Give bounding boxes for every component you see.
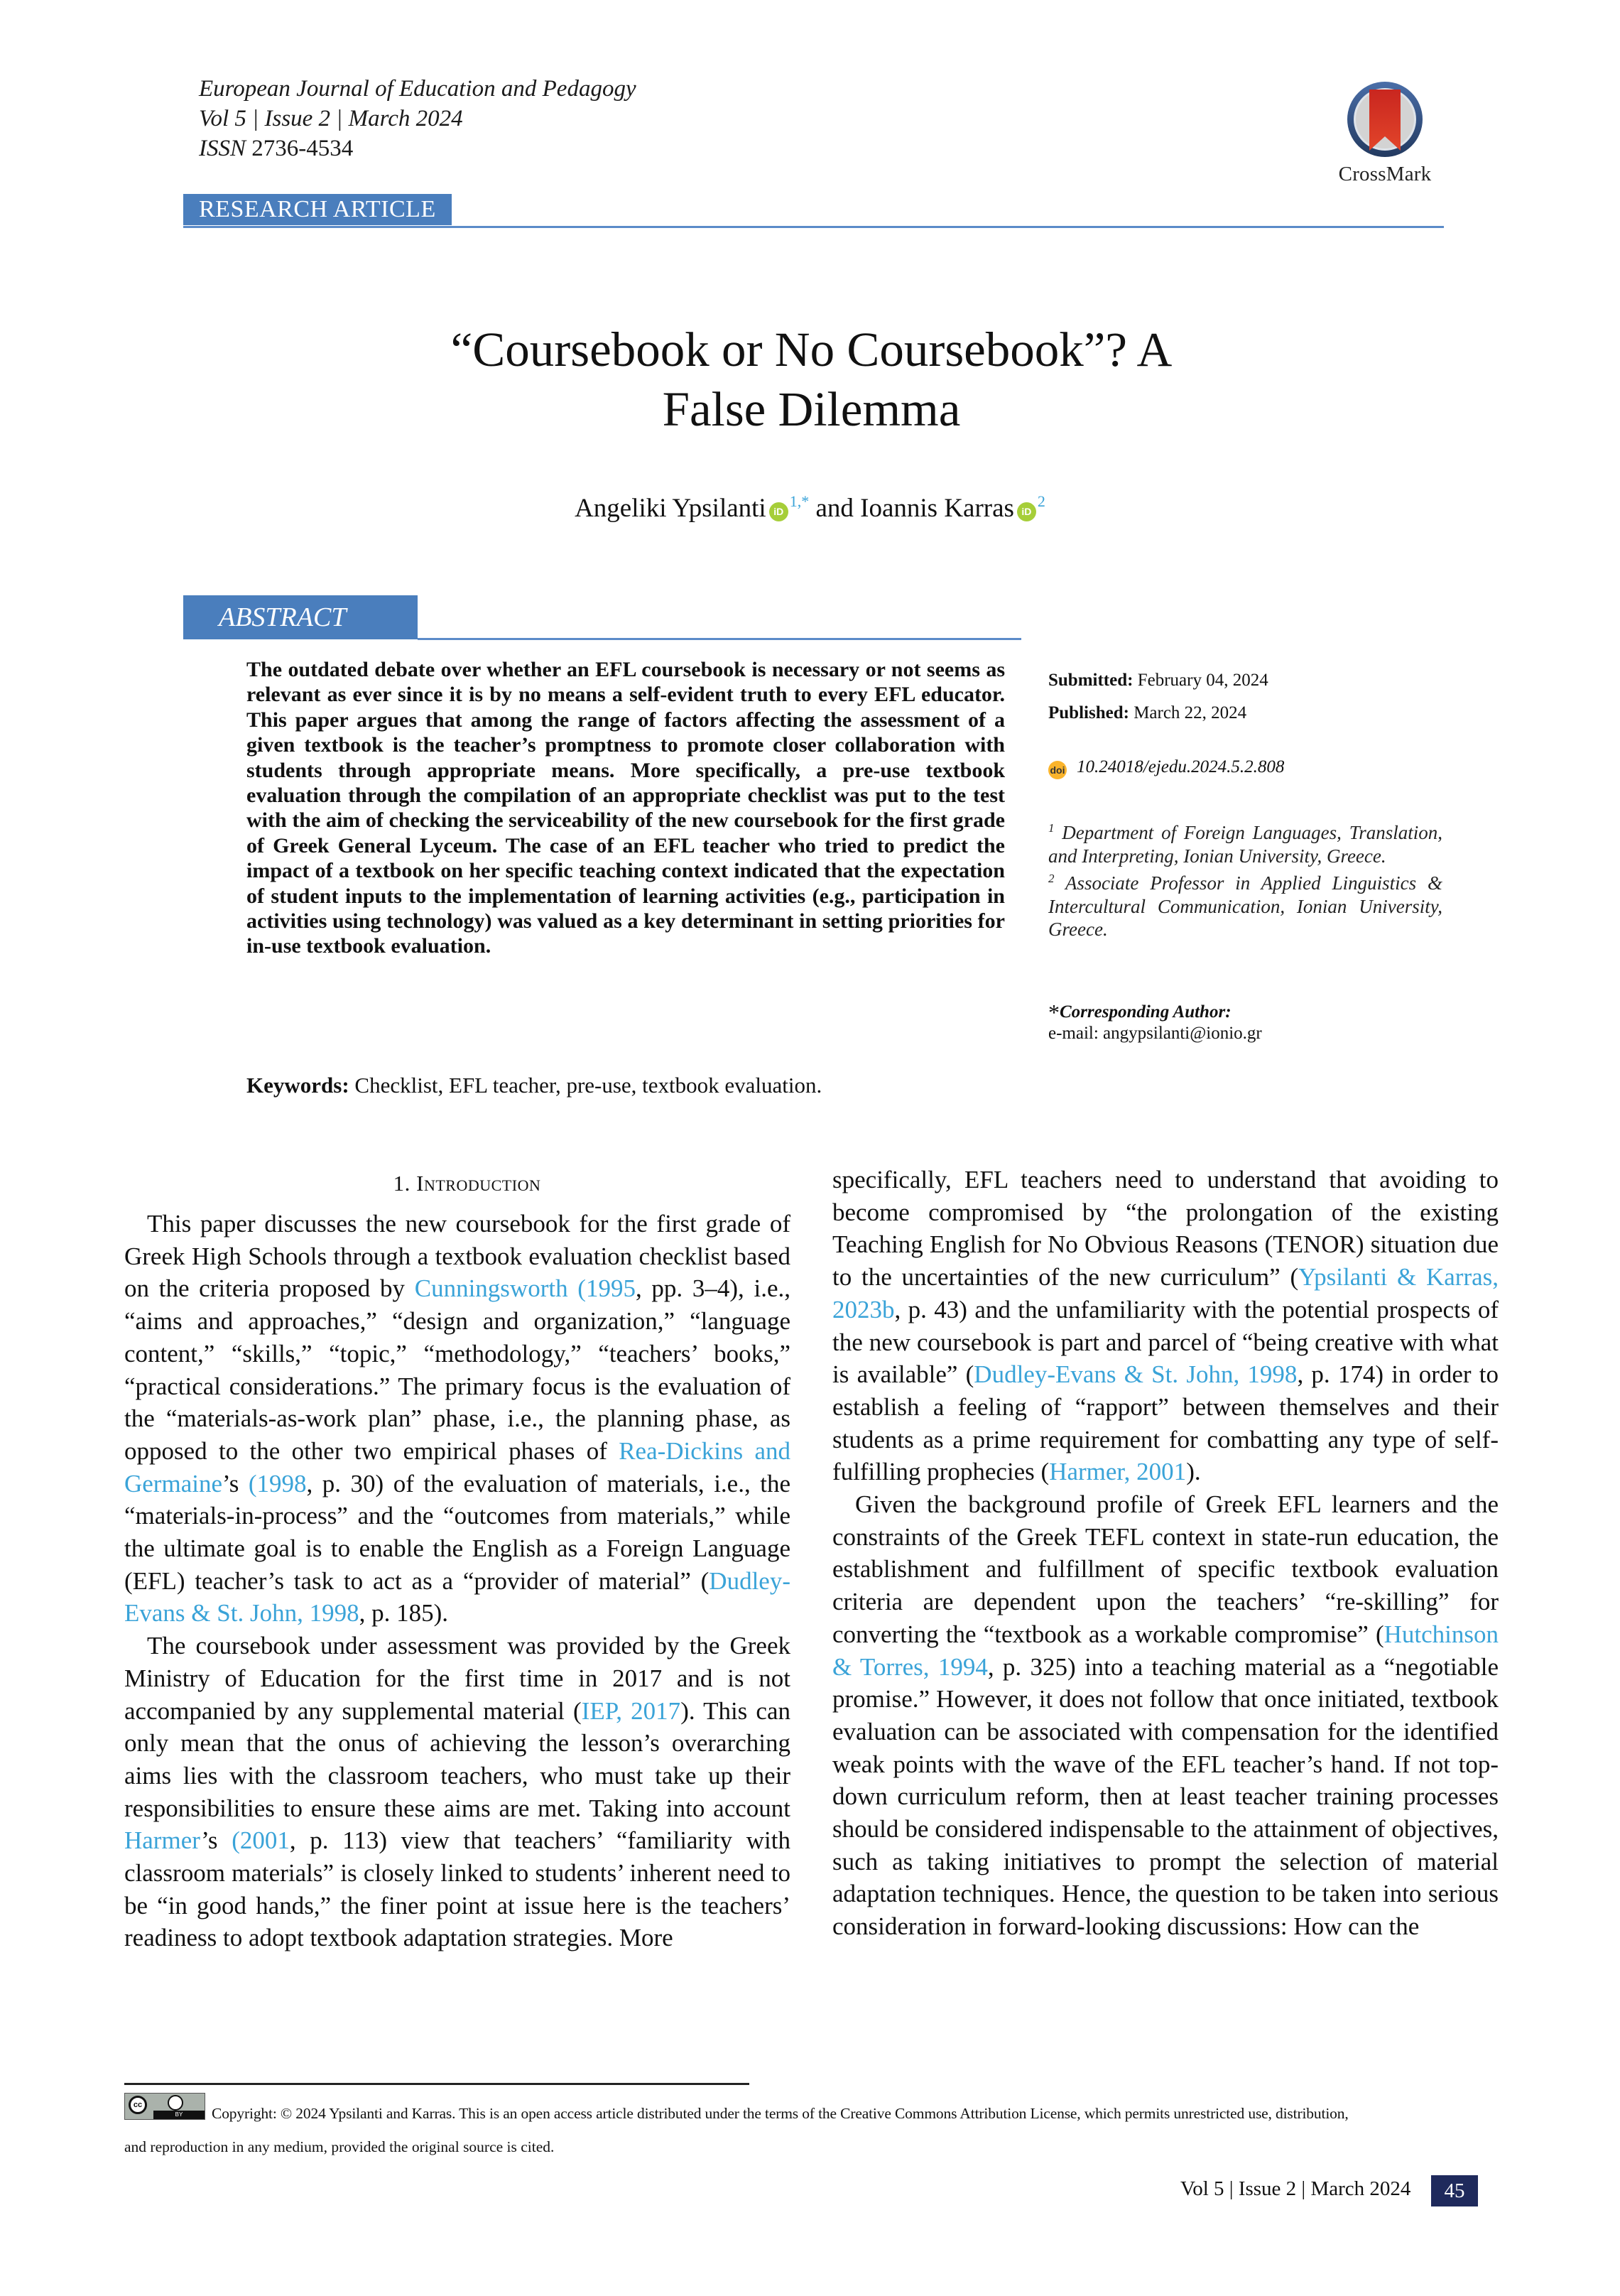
copyright-notice: Copyright: © 2024 Ypsilanti and Karras. This is an open access article distributed under the terms of the Creative Commons Attribution License, which permits unrestricted use, distribution, <box>212 2105 1349 2122</box>
doi-icon: doi <box>1048 761 1067 779</box>
affiliation-item: $^2$ Associate Professor in Applied Linguistics & Intercultural Communication, Ionian University, Greece. <box>1048 872 1443 940</box>
keywords-label: Keywords: <box>246 1073 349 1098</box>
attribution-person-icon <box>168 2095 183 2111</box>
body-text: , p. 185). <box>359 1599 448 1628</box>
corresponding-author <box>1048 1002 1262 1044</box>
body-text: , p. 174) in order to establish a feeling of “rapport” between themselves and their students as a prime requirement for combatting any type of self-fulfilling prophecies ( <box>832 1360 1499 1486</box>
page-number: 45 <box>1431 2175 1478 2206</box>
affiliation-item: $^1$ Department of Foreign Languages, Translation, and Interpreting, Ionian University, Greece. <box>1048 821 1442 867</box>
section-heading-introduction: 1. Introduction <box>393 1171 541 1196</box>
author-joiner: and <box>815 494 854 523</box>
body-text: , p. 113) view that teachers’ “familiarity with classroom materials” is closely linked to students’ inherent need to be “in good hands,” the finer point at issue here is the teachers’ readiness to adopt textbook adaptation strategies. More <box>124 1826 790 1952</box>
published-date <box>1048 703 1442 723</box>
body-text: , p. 43) and the unfamiliarity with the potential prospects of the new coursebook is part and parcel of “being creative with what is available” ( <box>832 1295 1499 1389</box>
corresponding-email[interactable]: e-mail: angypsilanti@ionio.gr <box>1048 1024 1262 1043</box>
asterisk-icon: * <box>1048 1000 1060 1025</box>
citation-link[interactable]: Harmer <box>124 1826 202 1855</box>
author-list <box>0 492 1620 524</box>
paragraph <box>124 1208 790 1630</box>
crossmark-icon <box>1345 80 1425 159</box>
journal-name: European Journal of Education and Pedagogy <box>199 76 636 102</box>
submitted-label: Submitted: <box>1048 671 1134 690</box>
paragraph <box>832 1488 1499 1943</box>
article-type-banner: RESEARCH ARTICLE <box>183 194 452 225</box>
journal-volume-line: Vol 5 | Issue 2 | March 2024 <box>199 106 463 131</box>
body-text: , p. 325) into a teaching material as a “negotiable promise.” However, it does not follow that once initiated, textbook evaluation can be associated with compensation for the identified weak points with the wave of the EFL teacher’s hand. If not top-down curriculum reform, then at least teacher training processes should be considered indispensable to the attainment of objectives, such as taking initiatives to prompt the selection of material adaptation techniques. Hence, the question to be taken into serious consideration in forward-looking discussions: How can the <box>832 1652 1499 1941</box>
citation-link[interactable]: (2001 <box>232 1826 290 1855</box>
header-divider <box>183 226 1444 228</box>
journal-header <box>199 74 636 163</box>
body-text: ’s <box>201 1826 232 1855</box>
body-text: ). <box>1186 1458 1201 1486</box>
doi-link[interactable] <box>1048 757 1284 779</box>
citation-link[interactable]: Ypsilanti & Karras, 2023b <box>832 1263 1499 1323</box>
citation-link[interactable]: Harmer, 2001 <box>1049 1458 1187 1486</box>
author-name: Ioannis Karras <box>860 494 1014 523</box>
footnote-divider <box>124 2083 749 2085</box>
abstract-heading: ABSTRACT <box>183 595 418 639</box>
submitted-value: February 04, 2024 <box>1137 671 1268 690</box>
journal-issn: ISSN 2736-4534 <box>199 136 354 161</box>
body-column-left <box>124 1208 790 1954</box>
keywords <box>246 1073 822 1098</box>
keywords-value: Checklist, EFL teacher, pre-use, textbook evaluation. <box>354 1073 822 1098</box>
submitted-date <box>1048 671 1442 691</box>
crossmark-badge[interactable] <box>1328 80 1442 186</box>
body-column-right <box>832 1164 1499 1943</box>
body-text: , p. 30) of the evaluation of materials, i.e., the “materials-in-process” and the “outcomes from materials,” while the ultimate goal is to enable the English as a Foreign Language (EFL) teacher’s task to act as a “provider of material” ( <box>124 1469 790 1595</box>
cc-by-license-badge[interactable] <box>124 2093 205 2120</box>
copyright-notice-continued: and reproduction in any medium, provided the original source is cited. <box>124 2138 555 2155</box>
crossmark-label: CrossMark <box>1338 163 1432 185</box>
author-name: Angeliki Ypsilanti <box>575 494 766 523</box>
orcid-icon[interactable]: iD <box>769 502 788 521</box>
orcid-icon[interactable]: iD <box>1017 502 1036 521</box>
citation-link[interactable]: (1998 <box>248 1469 307 1498</box>
issue-footer: Vol 5 | Issue 2 | March 2024 <box>1180 2177 1411 2200</box>
body-text: Given the background profile of Greek EFL learners and the constraints of the Greek TEFL context in state-run education, the establishment and fulfillment of specific textbook evaluation criteria are dependent upon the teachers’ “re-skilling” for converting the “textbook as a workable compromise” ( <box>832 1490 1499 1648</box>
body-text: ). This can only mean that the onus of achieving the lesson’s overarching aims lies with the classroom teachers, who must take up their responsibilities to ensure these aims are met. Taking into account <box>124 1696 790 1822</box>
affiliations <box>1048 817 1442 941</box>
affiliation-mark: 2 <box>1037 492 1045 510</box>
body-text: ’s <box>222 1469 249 1498</box>
published-label: Published: <box>1048 703 1129 722</box>
body-text: , pp. 3–4), i.e., “aims and approaches,” “design and organization,” “language content,” “skills,” “topic,” “methodology,” “teachers’ books,” “practical considerations.” The primary focus is the evaluation of the “materials-as-work plan” phase, i.e., the planning phase, as opposed to the other two empirical phases of <box>124 1274 791 1465</box>
article-title <box>256 320 1367 439</box>
citation-link[interactable]: Cunningsworth (1995 <box>414 1274 636 1303</box>
corresponding-label: Corresponding Author: <box>1060 1002 1232 1022</box>
body-text: specifically, EFL teachers need to understand that avoiding to become compromised by “the prolongation of the existing Teaching English for No Obvious Reasons (TENOR) situation due to the uncertainties of the new curriculum” ( <box>832 1166 1499 1292</box>
citation-link[interactable]: IEP, 2017 <box>581 1696 681 1725</box>
doi-value: 10.24018/ejedu.2024.5.2.808 <box>1077 757 1285 776</box>
paragraph <box>124 1630 790 1954</box>
citation-link[interactable]: Rea-Dickins and Germaine <box>124 1436 791 1498</box>
citation-link[interactable]: Dudley-Evans & St. John, 1998 <box>124 1566 790 1628</box>
affiliation-mark: 1,* <box>789 492 810 510</box>
paragraph <box>832 1164 1499 1488</box>
abstract-text: The outdated debate over whether an EFL coursebook is necessary or not seems as relevant as ever since it is by no means a self-evident truth to every EFL educator. This paper argues that among the range of factors affecting the assessment of a given textbook is the teacher’s promptness to promote closer collaboration with students through appropriate means. More specifically, a pre-use textbook evaluation through the compilation of an appropriate checklist was put to the test with the aim of checking the serviceability of the new coursebook for the first grade of Greek General Lyceum. The case of an EFL teacher who tried to predict the impact of a textbook on her specific teaching context indicated that the expectation of student inputs to the implementation of learning activities (e.g., participation in activities using technology) was valued as a key determinant in setting priorities for in-use textbook evaluation. <box>246 658 1005 958</box>
article-title-line-2: False Dilemma <box>662 382 961 436</box>
published-value: March 22, 2024 <box>1134 703 1247 722</box>
article-title-line-1: “Coursebook or No Coursebook”? A <box>450 323 1173 377</box>
by-label: BY <box>153 2111 205 2119</box>
citation-link[interactable]: Hutchinson & Torres, 1994 <box>832 1620 1499 1681</box>
abstract-divider <box>418 638 1021 640</box>
body-text: The coursebook under assessment was provided by the Greek Ministry of Education for the first time in 2017 and is not accompanied by any supplemental material ( <box>124 1632 790 1725</box>
body-text: This paper discusses the new coursebook for the first grade of Greek High Schools through a textbook evaluation checklist based on the criteria proposed by <box>124 1210 790 1303</box>
creative-commons-icon: cc <box>129 2096 147 2114</box>
citation-link[interactable]: Dudley-Evans & St. John, 1998 <box>974 1360 1298 1389</box>
